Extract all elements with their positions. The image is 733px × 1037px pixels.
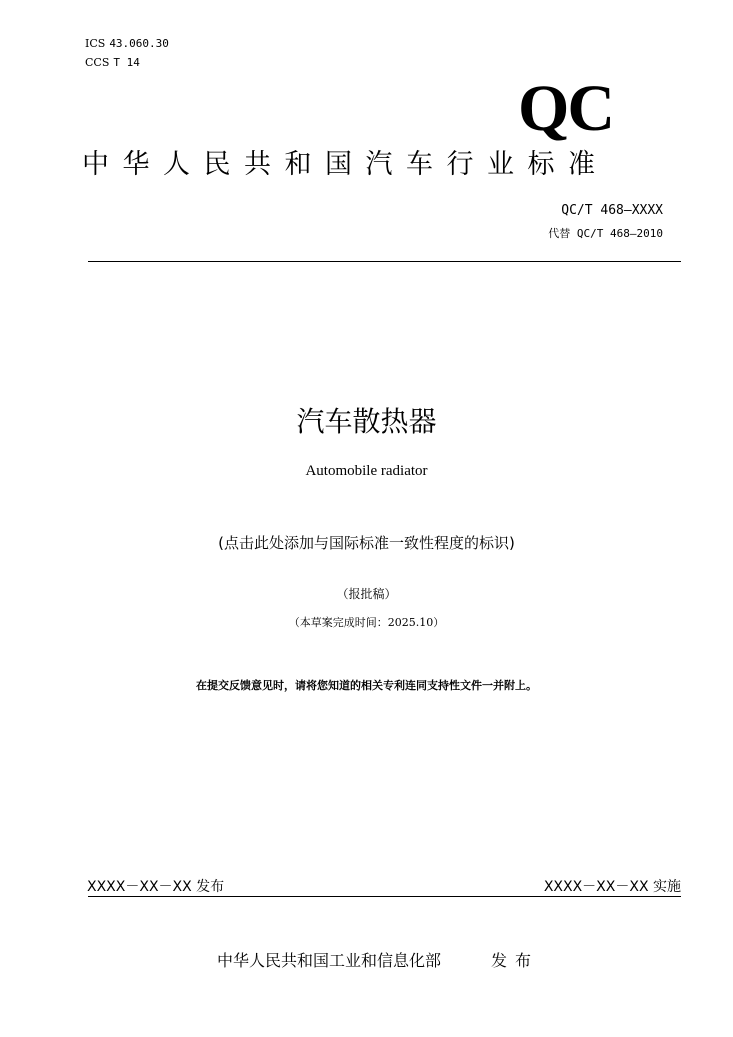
ics-line (85, 37, 169, 50)
ccs-line (85, 56, 140, 69)
completion-time: （本草案完成时间：2025.10） (288, 616, 445, 629)
title-english: Automobile radiator (305, 463, 428, 479)
issue-act: 发布 (491, 951, 540, 970)
replaces-standard: 代替 QC/T 468—2010 (548, 227, 663, 240)
header-divider (88, 261, 681, 262)
patent-notice: 在提交反馈意见时，请将您知道的相关专利连同支持性文件一并附上。 (196, 679, 537, 692)
org-name: 中华人民共和国汽车行业标准 (82, 149, 609, 180)
ics-code: 43.060.30 (109, 37, 169, 50)
conformance-placeholder[interactable]: (点击此处添加与国际标准一致性程度的标识) (218, 534, 515, 552)
ics-label: ICS (85, 37, 106, 50)
implement-date: XXXX－XX－XX 实施 (543, 879, 681, 895)
standard-number: QC/T 468—XXXX (561, 203, 663, 218)
publish-date: XXXX－XX－XX 发布 (87, 879, 225, 895)
ccs-label: CCS (85, 56, 110, 69)
footer-divider (88, 896, 681, 897)
draft-stage: （报批稿） (336, 587, 397, 601)
title-chinese: 汽车散热器 (296, 405, 437, 438)
issuer: 中华人民共和国工业和信息化部 (217, 951, 442, 970)
ccs-code: T 14 (113, 56, 140, 69)
qc-logo: QC (518, 72, 613, 145)
